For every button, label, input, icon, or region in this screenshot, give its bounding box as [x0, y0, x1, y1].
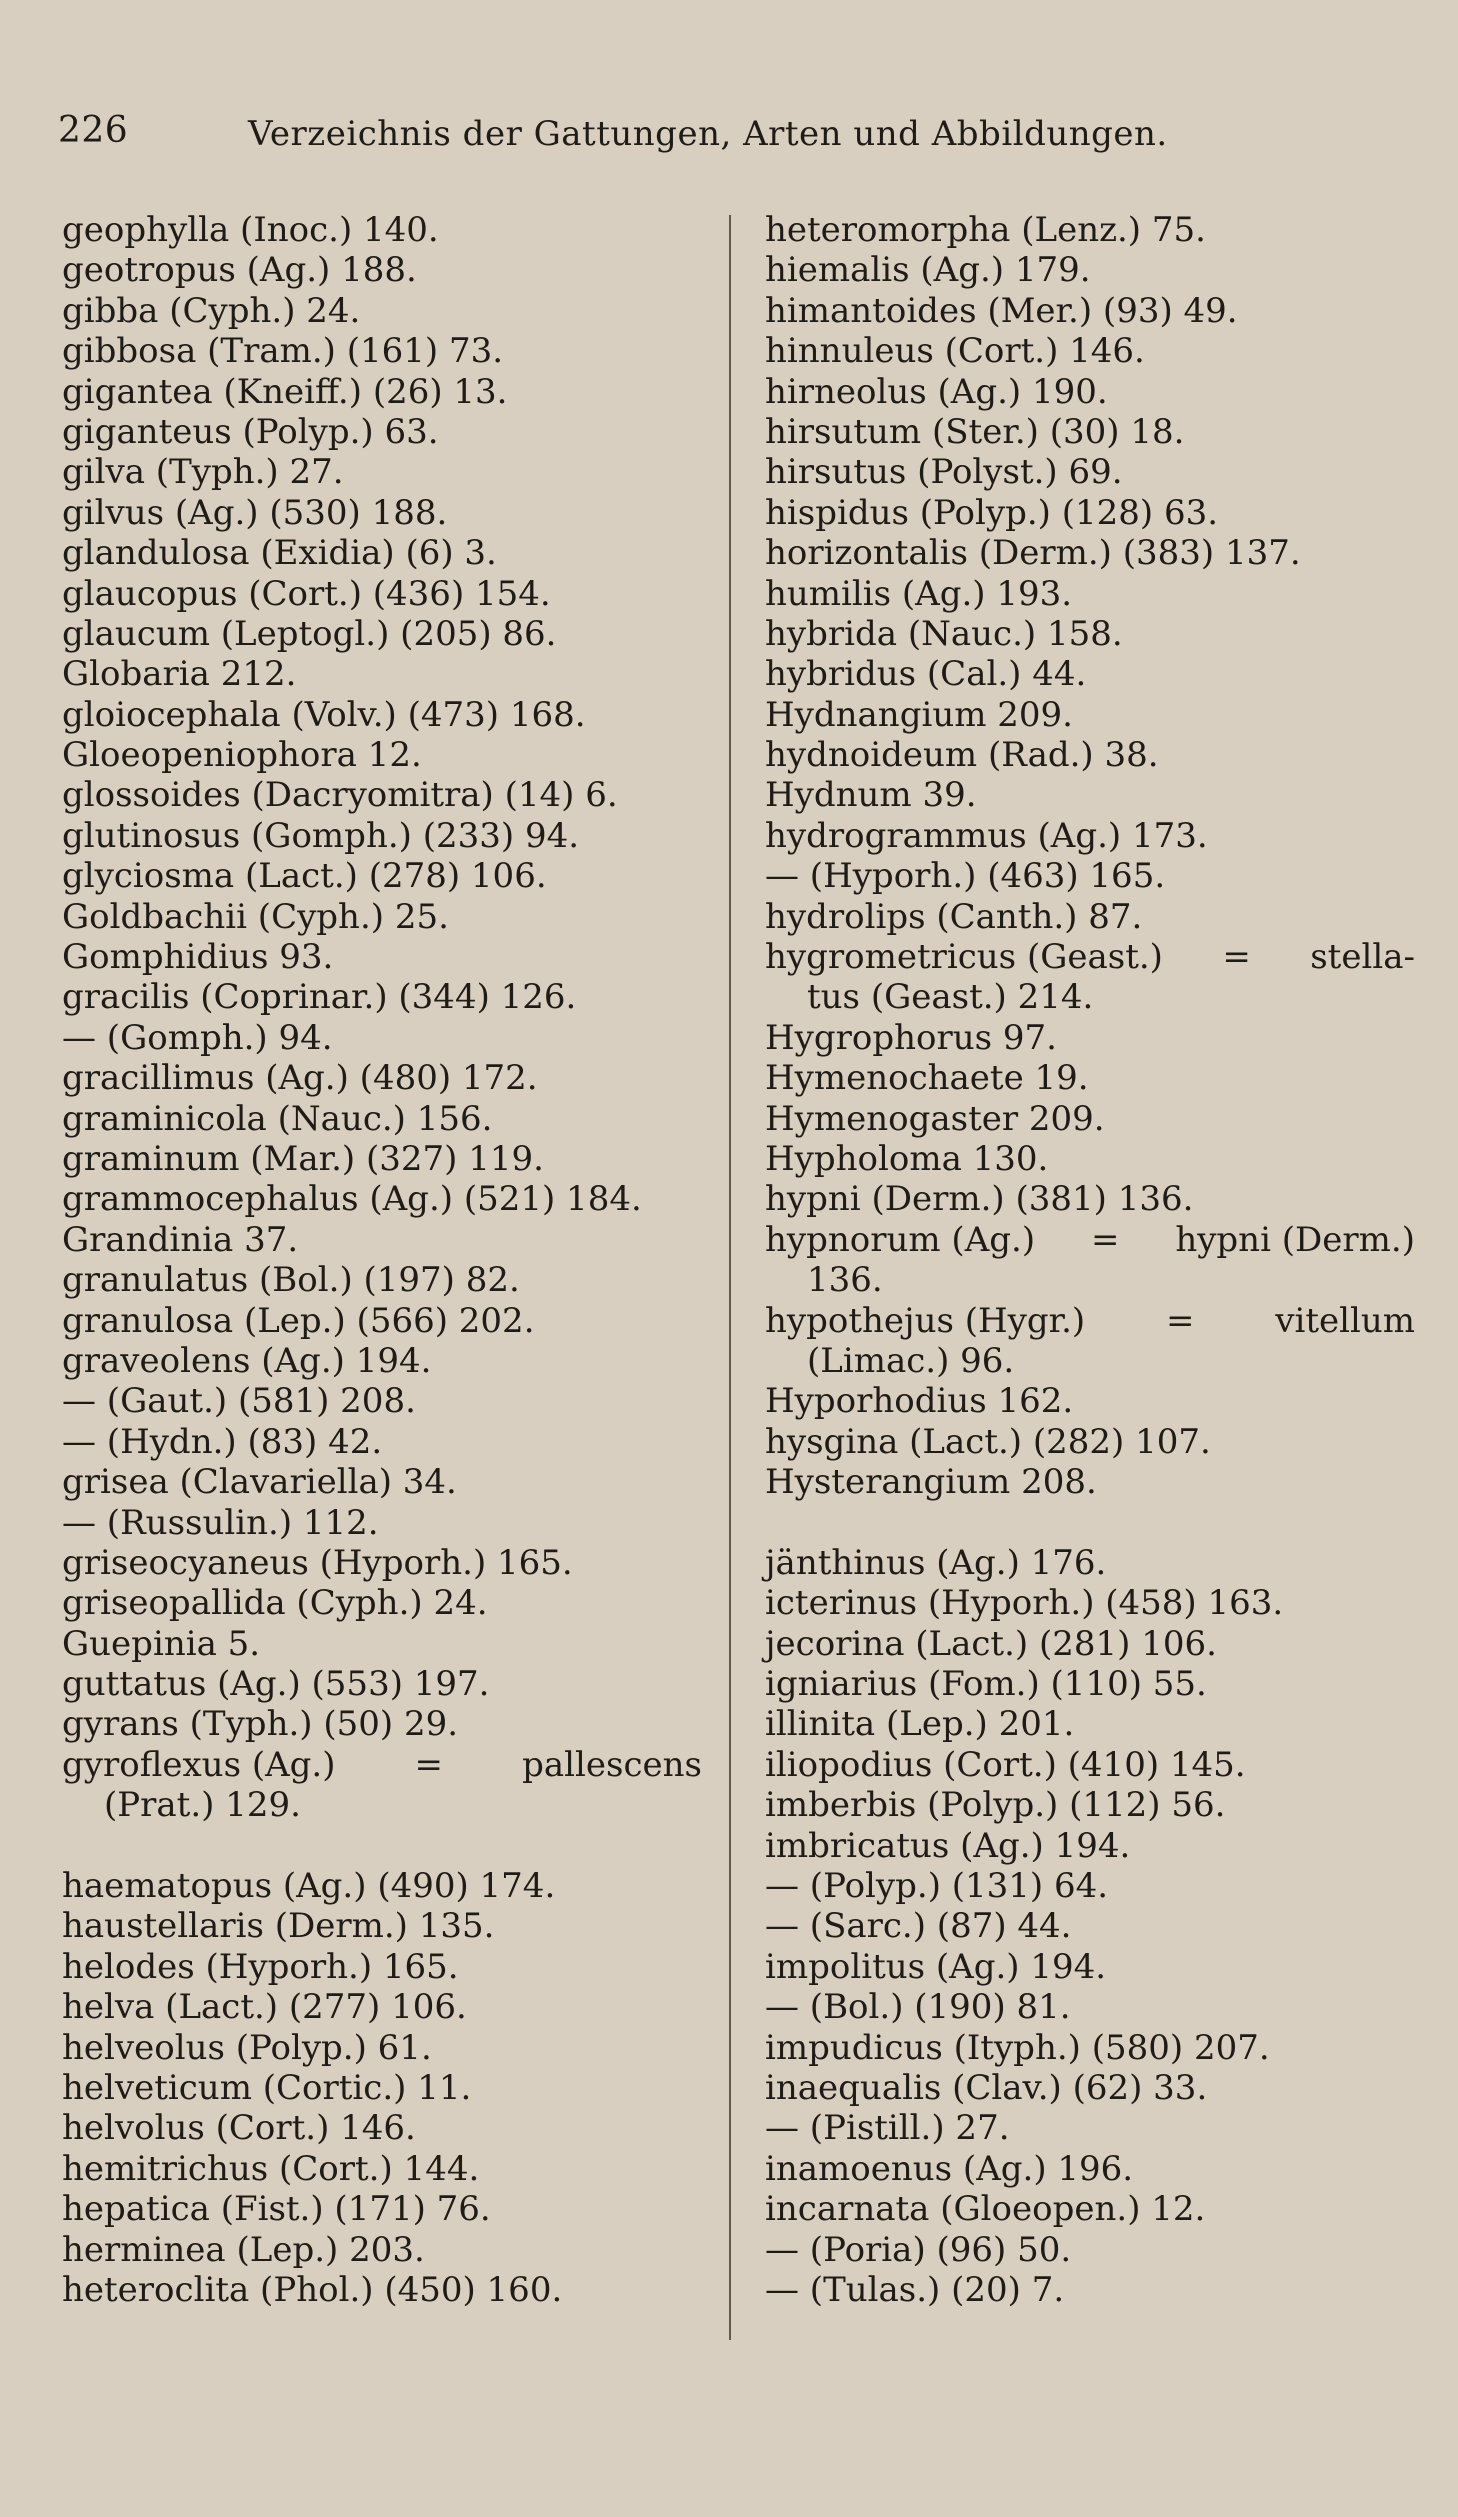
- index-entry: — (Sarc.) (87) 44.: [765, 1906, 1072, 1947]
- right-column: [765, 210, 1415, 2310]
- index-entry: gibba (Cyph.) 24.: [62, 290, 361, 331]
- index-entry: glyciosma (Lact.) (278) 106.: [62, 856, 547, 897]
- index-entry: gyrans (Typh.) (50) 29.: [62, 1704, 459, 1745]
- left-column: [62, 210, 702, 2310]
- index-entry: Grandinia 37.: [62, 1219, 299, 1260]
- index-entry: graminum (Mar.) (327) 119.: [62, 1138, 544, 1179]
- index-entry: herminea (Lep.) 203.: [62, 2229, 425, 2270]
- index-entry: Hygrophorus 97.: [765, 1017, 1057, 1058]
- index-entry: gibbosa (Tram.) (161) 73.: [62, 331, 504, 372]
- index-entry: jänthinus (Ag.) 176.: [765, 1542, 1107, 1583]
- index-entry: gilvus (Ag.) (530) 188.: [62, 492, 448, 533]
- index-entry: gyroflexus (Ag.) = pallescens: [62, 1744, 702, 1785]
- index-entry: hirneolus (Ag.) 190.: [765, 371, 1108, 412]
- index-entry: haematopus (Ag.) (490) 174.: [62, 1866, 556, 1907]
- index-entry: Hyporhodius 162.: [765, 1381, 1074, 1422]
- index-entry: hydnoideum (Rad.) 38.: [765, 735, 1159, 776]
- index-entry: glaucum (Leptogl.) (205) 86.: [62, 613, 557, 654]
- section-gap: [765, 1503, 1415, 1543]
- index-entry: Guepinia 5.: [62, 1623, 261, 1664]
- index-entry: hypni (Derm.) (381) 136.: [765, 1179, 1194, 1220]
- index-entry: helodes (Hyporh.) 165.: [62, 1946, 459, 1987]
- index-entry: hybrida (Nauc.) 158.: [765, 613, 1123, 654]
- index-entry: Goldbachii (Cyph.) 25.: [62, 896, 449, 937]
- index-entry: hysgina (Lact.) (282) 107.: [765, 1421, 1211, 1462]
- index-entry: — (Tulas.) (20) 7.: [765, 2269, 1065, 2310]
- section-gap: [62, 1826, 702, 1866]
- index-entry: humilis (Ag.) 193.: [765, 573, 1073, 614]
- index-entry: haustellaris (Derm.) 135.: [62, 1906, 495, 1947]
- index-entry: Gomphidius 93.: [62, 937, 334, 978]
- index-entry: impolitus (Ag.) 194.: [765, 1946, 1107, 1987]
- index-entry: hirsutus (Polyst.) 69.: [765, 452, 1123, 493]
- index-entry: guttatus (Ag.) (553) 197.: [62, 1664, 490, 1705]
- index-entry: gracilis (Coprinar.) (344) 126.: [62, 977, 577, 1018]
- index-entry: gigantea (Kneiff.) (26) 13.: [62, 371, 508, 412]
- index-entry: Gloeopeniophora 12.: [62, 735, 422, 776]
- page-number: 226: [58, 110, 129, 151]
- index-entry: hispidus (Polyp.) (128) 63.: [765, 492, 1219, 533]
- index-entry: (Limac.) 96.: [807, 1340, 1015, 1381]
- index-entry: hirsutum (Ster.) (30) 18.: [765, 411, 1185, 452]
- index-entry: glaucopus (Cort.) (436) 154.: [62, 573, 551, 614]
- index-entry: imbricatus (Ag.) 194.: [765, 1825, 1131, 1866]
- index-entry: grisea (Clavariella) 34.: [62, 1462, 457, 1503]
- index-entry: — (Russulin.) 112.: [62, 1502, 379, 1543]
- index-entry: hypnorum (Ag.) = hypni (Derm.): [765, 1219, 1415, 1260]
- index-entry: tus (Geast.) 214.: [807, 977, 1094, 1018]
- index-entry: — (Poria) (96) 50.: [765, 2229, 1072, 2270]
- index-entry: inaequalis (Clav.) (62) 33.: [765, 2067, 1208, 2108]
- index-entry: 136.: [807, 1260, 883, 1301]
- index-entry: glandulosa (Exidia) (6) 3.: [62, 533, 497, 574]
- index-entry: — (Polyp.) (131) 64.: [765, 1866, 1109, 1907]
- index-entry: hydrogrammus (Ag.) 173.: [765, 815, 1208, 856]
- index-entry: grammocephalus (Ag.) (521) 184.: [62, 1179, 642, 1220]
- index-entry: glossoides (Dacryomitra) (14) 6.: [62, 775, 618, 816]
- index-entry: helva (Lact.) (277) 106.: [62, 1987, 467, 2028]
- index-entry: hepatica (Fist.) (171) 76.: [62, 2189, 491, 2230]
- index-entry: Hydnangium 209.: [765, 694, 1073, 735]
- index-entry: — (Gaut.) (581) 208.: [62, 1381, 416, 1422]
- index-entry: Globaria 212.: [62, 654, 297, 695]
- index-entry: Hymenochaete 19.: [765, 1058, 1089, 1099]
- index-entry: icterinus (Hyporh.) (458) 163.: [765, 1583, 1284, 1624]
- index-entry: — (Hyporh.) (463) 165.: [765, 856, 1166, 897]
- index-entry: — (Pistill.) 27.: [765, 2108, 1010, 2149]
- column-divider: [729, 215, 731, 2340]
- index-entry: giganteus (Polyp.) 63.: [62, 411, 439, 452]
- index-entry: impudicus (Ityph.) (580) 207.: [765, 2027, 1270, 2068]
- index-entry: — (Bol.) (190) 81.: [765, 1987, 1071, 2028]
- index-entry: Hymenogaster 209.: [765, 1098, 1105, 1139]
- index-entry: jecorina (Lact.) (281) 106.: [765, 1623, 1217, 1664]
- index-entry: — (Gomph.) 94.: [62, 1017, 333, 1058]
- index-entry: heteroclita (Phol.) (450) 160.: [62, 2269, 563, 2310]
- index-entry: granulatus (Bol.) (197) 82.: [62, 1260, 520, 1301]
- index-entry: — (Hydn.) (83) 42.: [62, 1421, 383, 1462]
- index-entry: hybridus (Cal.) 44.: [765, 654, 1087, 695]
- index-entry: granulosa (Lep.) (566) 202.: [62, 1300, 535, 1341]
- running-title: Verzeichnis der Gattungen, Arten und Abbildungen.: [248, 114, 1168, 154]
- index-entry: helveticum (Cortic.) 11.: [62, 2067, 472, 2108]
- index-entry: hypothejus (Hygr.) = vitellum: [765, 1300, 1415, 1341]
- index-entry: hiemalis (Ag.) 179.: [765, 250, 1091, 291]
- index-entry: hydrolips (Canth.) 87.: [765, 896, 1143, 937]
- index-entry: hygrometricus (Geast.) = stella-: [765, 937, 1415, 978]
- index-entry: geotropus (Ag.) 188.: [62, 250, 417, 291]
- index-entry: graminicola (Nauc.) 156.: [62, 1098, 493, 1139]
- index-entry: hemitrichus (Cort.) 144.: [62, 2148, 480, 2189]
- index-entry: (Prat.) 129.: [104, 1785, 301, 1826]
- index-entry: graveolens (Ag.) 194.: [62, 1340, 432, 1381]
- index-entry: Hydnum 39.: [765, 775, 977, 816]
- index-entry: geophylla (Inoc.) 140.: [62, 210, 439, 250]
- index-entry: helveolus (Polyp.) 61.: [62, 2027, 432, 2068]
- index-entry: himantoides (Mer.) (93) 49.: [765, 290, 1238, 331]
- index-entry: inamoenus (Ag.) 196.: [765, 2148, 1134, 2189]
- index-entry: hinnuleus (Cort.) 146.: [765, 331, 1145, 372]
- page-header: [58, 110, 1208, 160]
- index-entry: igniarius (Fom.) (110) 55.: [765, 1664, 1207, 1705]
- index-entry: gilva (Typh.) 27.: [62, 452, 344, 493]
- index-entry: incarnata (Gloeopen.) 12.: [765, 2189, 1206, 2230]
- index-entry: griseopallida (Cyph.) 24.: [62, 1583, 488, 1624]
- index-entry: Hypholoma 130.: [765, 1138, 1049, 1179]
- index-entry: Hysterangium 208.: [765, 1462, 1097, 1503]
- index-entry: griseocyaneus (Hyporh.) 165.: [62, 1542, 573, 1583]
- index-entry: helvolus (Cort.) 146.: [62, 2108, 416, 2149]
- index-entry: illinita (Lep.) 201.: [765, 1704, 1075, 1745]
- index-entry: heteromorpha (Lenz.) 75.: [765, 210, 1206, 250]
- index-entry: gracillimus (Ag.) (480) 172.: [62, 1058, 538, 1099]
- index-entry: imberbis (Polyp.) (112) 56.: [765, 1785, 1226, 1826]
- index-entry: glutinosus (Gomph.) (233) 94.: [62, 815, 580, 856]
- index-entry: iliopodius (Cort.) (410) 145.: [765, 1744, 1246, 1785]
- index-entry: gloiocephala (Volv.) (473) 168.: [62, 694, 586, 735]
- index-entry: horizontalis (Derm.) (383) 137.: [765, 533, 1301, 574]
